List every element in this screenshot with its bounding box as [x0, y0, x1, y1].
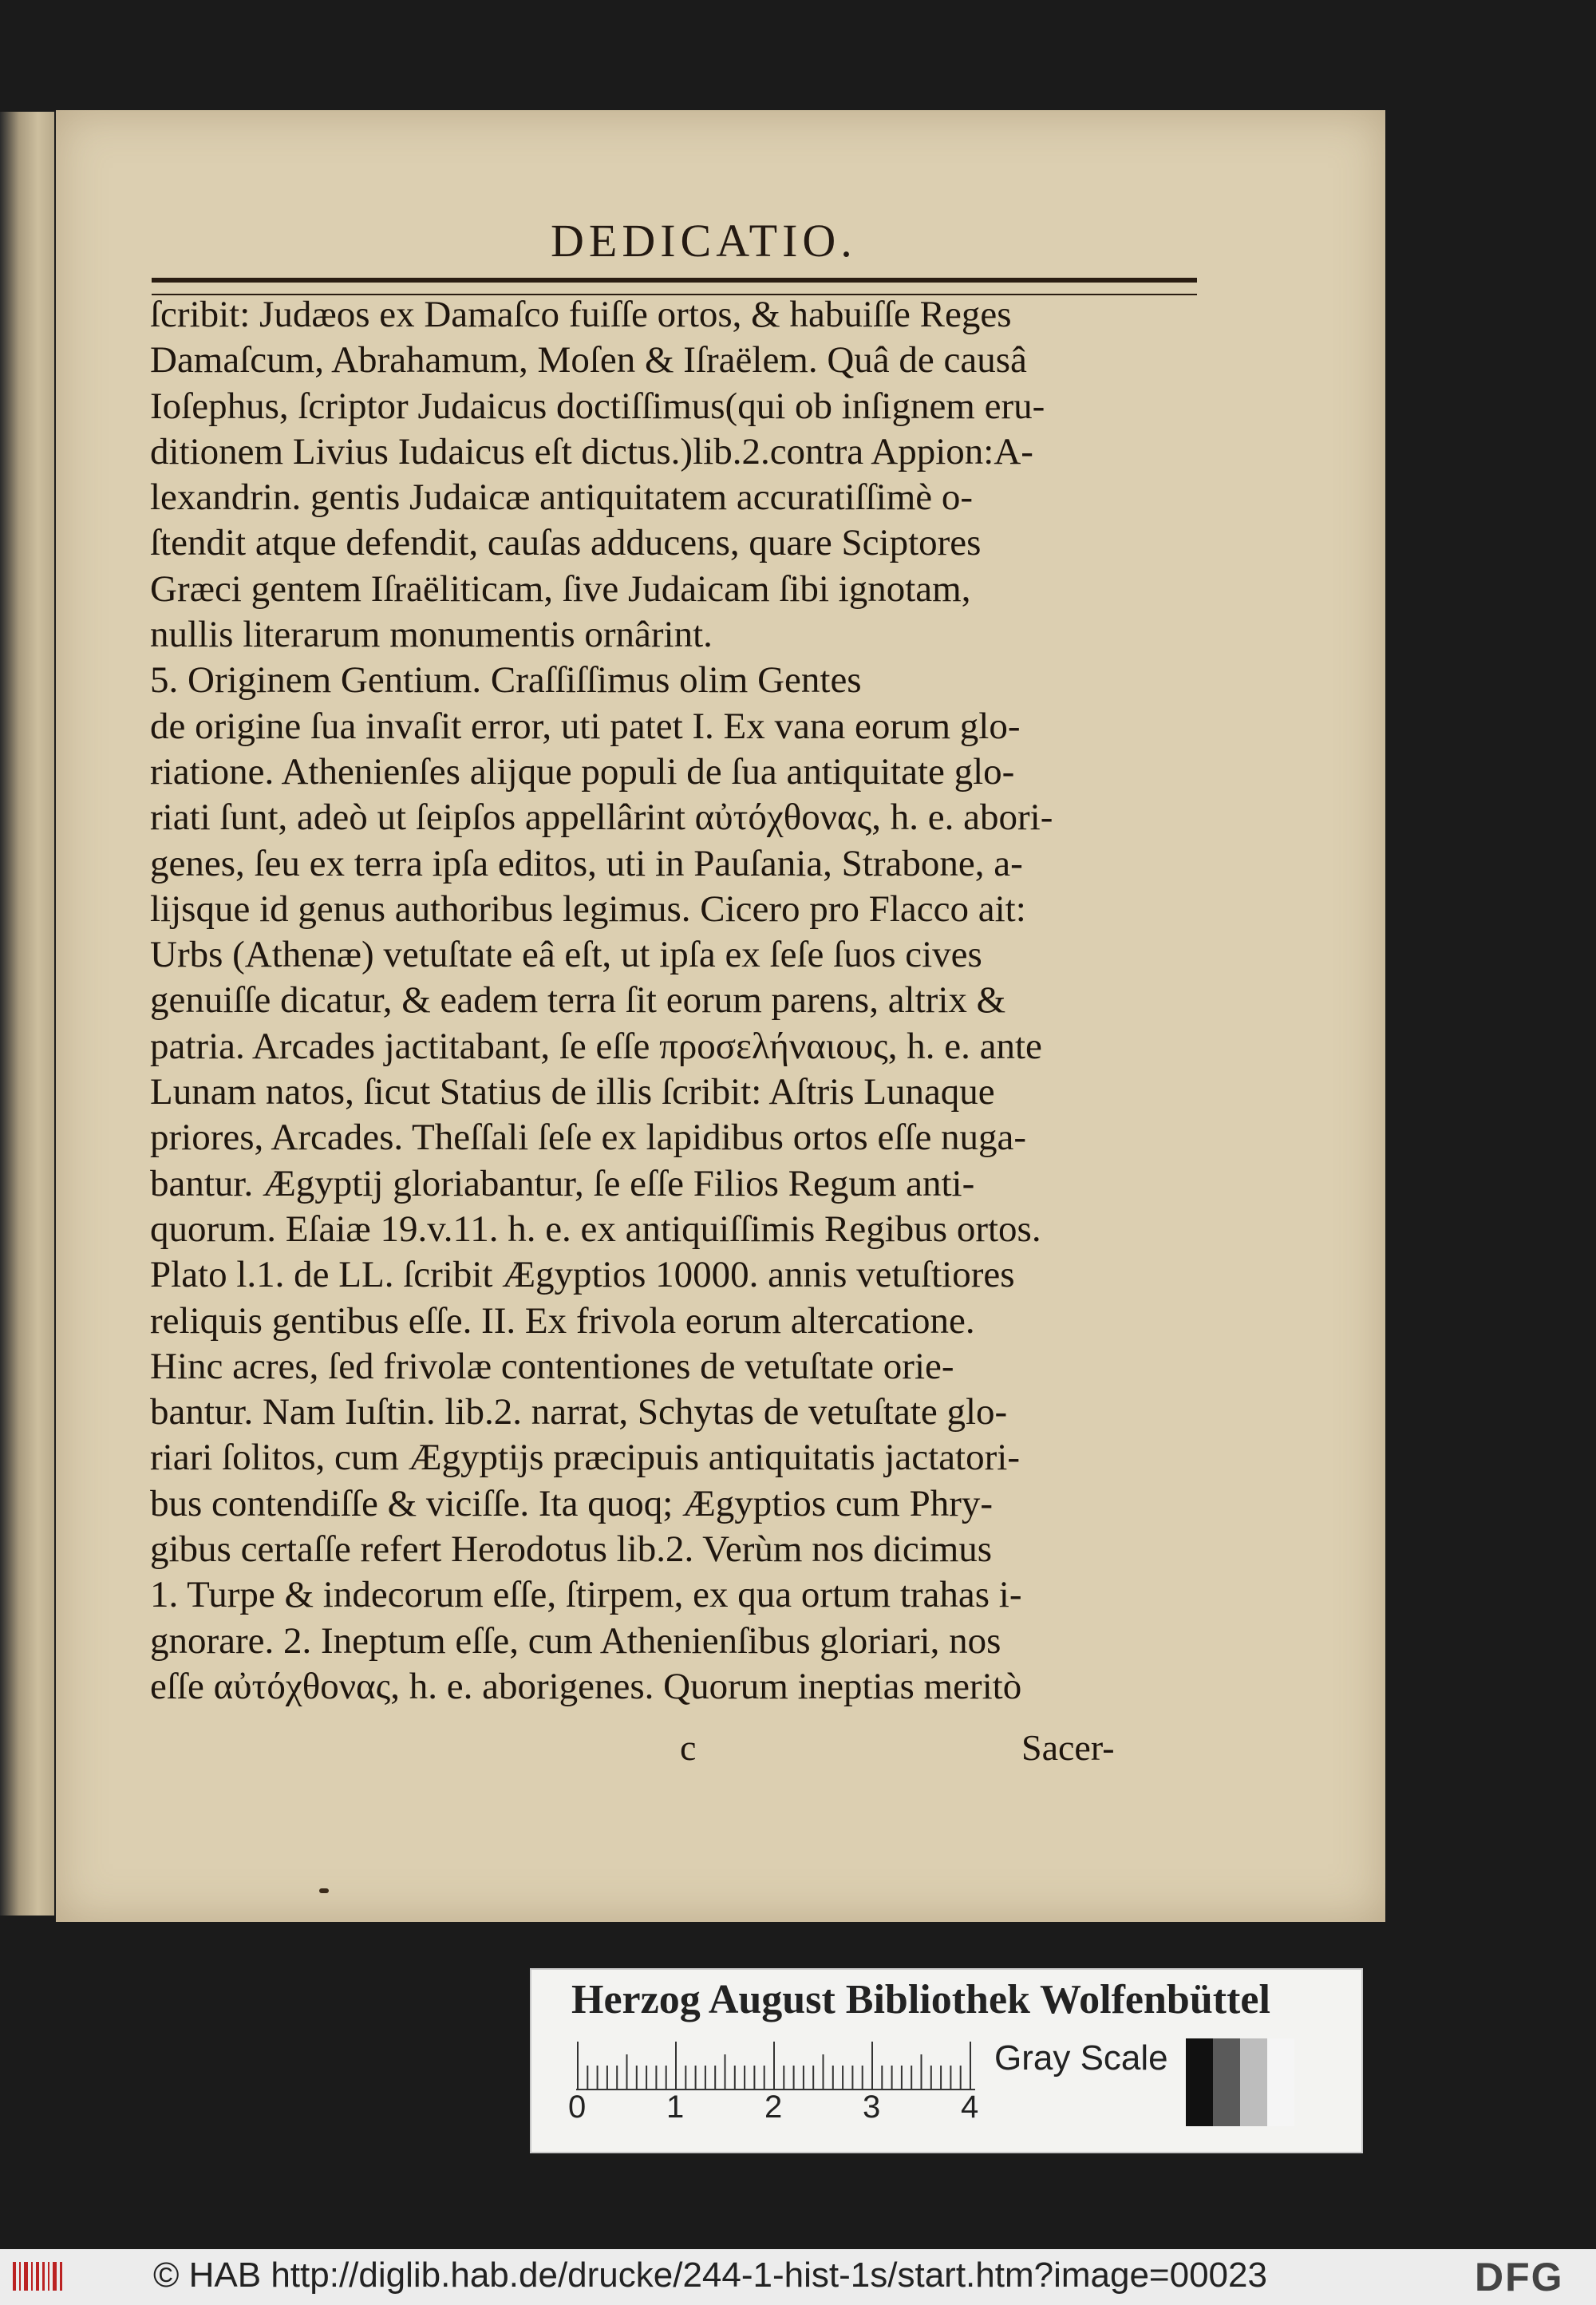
text-line: de origine ſua invaſit error, uti patet I. Ex vana eorum glo-	[150, 705, 1021, 747]
running-header: DEDICATIO.	[551, 215, 857, 267]
text-line: 1. Turpe & indecorum eſſe, ſtirpem, ex qua ortum trahas i-	[150, 1574, 1022, 1616]
text-line: lijsque id genus authoribus legimus. Cicero pro Flacco ait:	[150, 888, 1026, 930]
text-line: Græci gentem Iſraëliticam, ſive Judaicam ſibi ignotam,	[150, 567, 971, 610]
gray-swatch-black	[1186, 2038, 1213, 2126]
ink-speck	[319, 1888, 329, 1893]
book-page	[56, 110, 1385, 1922]
scale-card	[530, 1968, 1363, 2153]
footer-bar	[0, 2249, 1596, 2305]
text-line: gnorare. 2. Ineptum eſſe, cum Athenienſibus gloriari, nos	[150, 1619, 1001, 1662]
text-line: Ioſephus, ſcriptor Judaicus doctiſſimus(qui ob inſignem eru-	[150, 385, 1045, 427]
ruler-number: 3	[863, 2090, 881, 2125]
text-line: ditionem Livius Iudaicus eſt dictus.)lib.2.contra Appion:A-	[150, 430, 1033, 472]
ruler-number: 0	[568, 2090, 587, 2125]
ruler-number: 4	[961, 2090, 979, 2125]
text-line: ſtendit atque defendit, cauſas adducens, quare Sciptores	[150, 522, 982, 564]
text-line: genes, ſeu ex terra ipſa editos, uti in Pauſania, Strabone, a-	[150, 842, 1023, 884]
text-line: bus contendiſſe & viciſſe. Ita quoq; Ægyptios cum Phry-	[150, 1482, 994, 1524]
ruler-number: 1	[666, 2090, 685, 2125]
text-line: eſſe αὐτόχθονας, h. e. aborigenes. Quorum ineptias meritò	[150, 1665, 1022, 1707]
text-line: bantur. Nam Iuſtin. lib.2. narrat, Schytas de vetuſtate glo-	[150, 1391, 1008, 1433]
ruler-scale	[576, 2034, 975, 2091]
page-body-text	[150, 292, 1203, 1710]
signature-mark: c	[680, 1727, 697, 1768]
text-line: 5. Originem Gentium. Craſſiſſimus olim Gentes	[150, 659, 862, 702]
dfg-logo: DFG	[1475, 2255, 1564, 2299]
text-line: gibus certaſſe refert Herodotus lib.2. Verùm nos dicimus	[150, 1528, 993, 1571]
text-line: Lunam natos, ſicut Statius de illis ſcribit: Aſtris Lunaque	[150, 1071, 995, 1113]
barcode-icon	[11, 2259, 67, 2294]
gray-swatch-light	[1240, 2038, 1267, 2126]
gray-swatch-white	[1267, 2038, 1294, 2126]
text-line: patria. Arcades jactitabant, ſe eſſe προσελήναιους, h. e. ante	[150, 1025, 1042, 1067]
text-line: ſcribit: Judæos ex Damaſco fuiſſe ortos, & habuiſſe Reges	[150, 294, 1012, 335]
text-line: nullis literarum monumentis ornârint.	[150, 614, 713, 656]
text-line: lexandrin. gentis Judaicæ antiquitatem accuratiſſimè o-	[150, 476, 974, 519]
text-line: riati ſunt, adeò ut ſeipſos appellârint αὐτόχθονας, h. e. abori-	[150, 797, 1053, 839]
text-line: Plato l.1. de LL. ſcribit Ægyptios 10000. annis vetuſtiores	[150, 1254, 1015, 1296]
library-name: Herzog August Bibliothek Wolfenbüttel	[571, 1977, 1270, 2022]
ruler-numbers	[568, 2090, 1015, 2129]
text-line: riatione. Athenienſes alijque populi de ſua antiquitate glo-	[150, 750, 1015, 793]
text-line: riari ſolitos, cum Ægyptijs præcipuis antiquitatis jactatori-	[150, 1437, 1020, 1479]
text-line: genuiſſe dicatur, & eadem terra ſit eorum parens, altrix &	[150, 979, 1006, 1022]
footer-url[interactable]: © HAB http://diglib.hab.de/drucke/244-1-hist-1s/start.htm?image=00023	[153, 2256, 1267, 2295]
text-line: Urbs (Athenæ) vetuſtate eâ eſt, ut ipſa ex ſeſe ſuos cives	[150, 934, 982, 976]
text-line: reliquis gentibus eſſe. II. Ex frivola eorum altercatione.	[150, 1299, 975, 1342]
text-line: bantur. Ægyptij gloriabantur, ſe eſſe Filios Regum anti-	[150, 1162, 975, 1204]
text-line: Damaſcum, Abrahamum, Moſen & Iſraëlem. Quâ de causâ	[150, 339, 1027, 382]
text-line: priores, Arcades. Theſſali ſeſe ex lapidibus ortos eſſe nuga-	[150, 1117, 1027, 1159]
text-line: quorum. Eſaiæ 19.v.11. h. e. ex antiquiſſimis Regibus ortos.	[150, 1208, 1041, 1250]
text-line: Hinc acres, ſed frivolæ contentiones de vetuſtate orie-	[150, 1345, 954, 1387]
gray-swatch-dark	[1213, 2038, 1240, 2126]
ruler-number: 2	[764, 2090, 783, 2125]
catchword: Sacer-	[1021, 1727, 1115, 1768]
gray-scale-label: Gray Scale	[994, 2038, 1168, 2078]
book-left-edge	[0, 112, 54, 1916]
